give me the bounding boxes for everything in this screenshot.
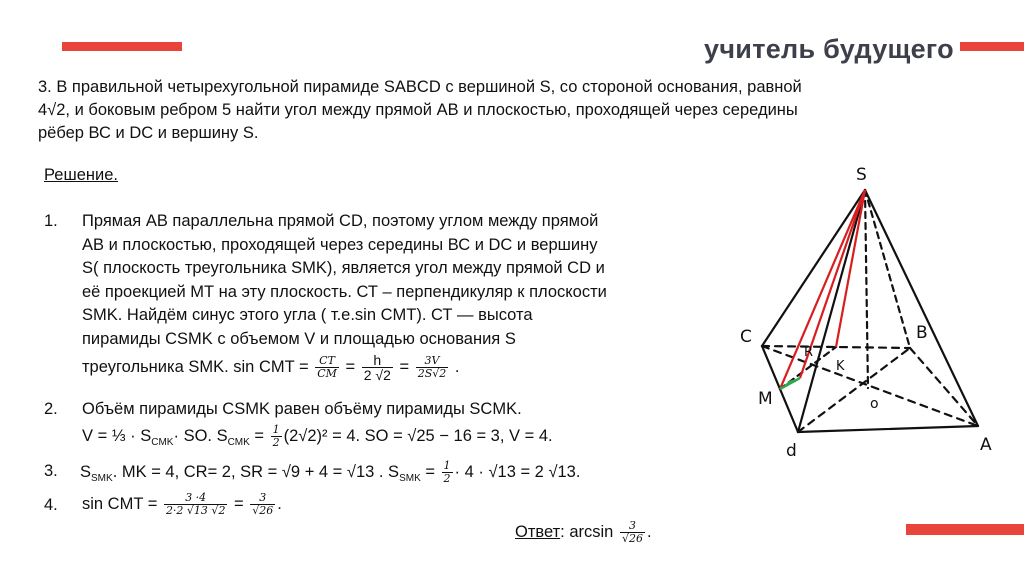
label-o: o [870, 396, 879, 412]
step-1-line-7 [82, 353, 607, 382]
answer-fraction [620, 520, 645, 545]
problem-line-2: 4√2, и боковым ребром 5 найти угол между прямой АВ и плоскостью, проходящей через середины [38, 101, 798, 119]
fraction-h [362, 353, 393, 382]
step-1-line-4: её проекцией МТ на эту плоскость. СТ – перпендикуляр к плоскости [82, 282, 607, 301]
edge-sd [798, 190, 865, 432]
accent-bar-bottom [906, 524, 1024, 535]
solution-title: Решение. [44, 166, 118, 184]
period: . [277, 494, 282, 513]
problem-statement [38, 76, 988, 145]
step-1-line-6: пирамиды CSMK с объемом V и площадью основания S [82, 329, 516, 348]
period: . [454, 357, 460, 376]
area-symbol: S [80, 462, 92, 481]
fraction-denominator: 2S√2 [417, 367, 447, 380]
label-r: R [804, 345, 814, 360]
fraction-numerator: 3 [620, 520, 645, 533]
answer [515, 520, 652, 545]
label-b: B [916, 323, 928, 343]
volume-formula: V = ⅓ · S [82, 426, 152, 445]
segment-sm [780, 190, 865, 389]
subscript: CMK [151, 436, 174, 448]
fraction-sin-calc [164, 492, 228, 517]
step-1-line-1: Прямая АВ параллельна прямой CD, поэтому углом между прямой [82, 212, 599, 230]
subscript: SMK [399, 473, 421, 485]
brand-logo-text: учитель будущего [704, 34, 954, 64]
equals-sign: = [234, 494, 244, 513]
label-c: C [740, 327, 752, 347]
fraction-denominator: 2 [272, 435, 280, 449]
equals-sign: = [345, 357, 356, 376]
volume-formula-cont: · SO. S [173, 426, 228, 445]
subscript: SMK [91, 473, 113, 485]
pyramid-figure [740, 160, 1010, 460]
fraction-one-half [271, 424, 282, 449]
step-2-line-1: Объём пирамиды CSMK равен объёму пирамиды SCMK. [82, 400, 522, 418]
fraction-numerator: h [362, 353, 393, 368]
step-3 [80, 460, 580, 491]
label-m: M [758, 389, 773, 409]
problem-line-3: рёбер ВС и DC и вершину S. [38, 124, 259, 142]
step-3-result: · 4 · √13 = 2 √13. [454, 462, 581, 481]
fraction-denominator: √26 [621, 532, 643, 545]
fraction-denominator: CM [317, 367, 337, 380]
step-3-calc: . MK = 4, CR= 2, SR = √9 + 4 = √13 . S [112, 462, 400, 481]
fraction-denominator: 2 √2 [363, 367, 391, 383]
fraction-ct-cm [315, 355, 339, 380]
fraction-numerator: 3 ·4 [164, 492, 228, 505]
step-2-number: 2. [44, 400, 58, 418]
step-2-line-2 [82, 424, 553, 455]
subscript: CMK [227, 436, 250, 448]
fraction-numerator: 1 [272, 422, 280, 436]
fraction-denominator: 2·2 √13 √2 [165, 504, 226, 517]
fraction-numerator: 3V [416, 355, 449, 368]
step-1-sin-label: треугольника SMK. sin CMT = [82, 357, 309, 376]
fraction-result [250, 492, 275, 517]
step-3-number: 3. [44, 462, 58, 480]
step-4 [82, 492, 282, 517]
edge-sa [865, 190, 978, 426]
label-a: A [980, 435, 992, 455]
step-1-line-5: SMK. Найдём синус этого угла ( т.е.sin CMT). СТ — высота [82, 306, 533, 324]
fraction-numerator: 3 [250, 492, 275, 505]
label-k: K [836, 359, 845, 374]
equals-sign: = [249, 426, 269, 445]
height-so [865, 190, 868, 388]
step-1-line-2: АВ и плоскостью, проходящей через середины ВС и DC и вершину [82, 235, 598, 254]
fraction-one-half [442, 460, 453, 485]
edge-da [798, 426, 978, 432]
equals-sign: = [420, 462, 440, 481]
accent-bar-right [960, 42, 1024, 51]
fraction-denominator: √26 [252, 504, 274, 517]
answer-text: : arcsin [560, 522, 614, 541]
fraction-numerator: CT [315, 355, 339, 368]
fraction-3v [416, 355, 449, 380]
period: . [646, 522, 652, 541]
step-1-line-3: S( плоскость треугольника SMK), является угол между прямой CD и [82, 259, 605, 277]
step-2 [82, 398, 553, 454]
step-1-number: 1. [44, 212, 58, 230]
label-d: d [786, 441, 797, 460]
diagonal-db [798, 348, 910, 432]
answer-label: Ответ [515, 522, 561, 541]
accent-bar-left [62, 42, 182, 51]
label-s: S [856, 165, 867, 185]
area-and-so-calc: (2√2)² = 4. SO = √25 − 16 = 3, V = 4. [283, 426, 553, 445]
fraction-denominator: 2 [443, 472, 451, 485]
sin-cmt-label: sin CMT = [82, 494, 158, 513]
equals-sign: = [399, 357, 410, 376]
problem-line-1: 3. В правильной четырехугольной пирамиде SABCD с вершиной S, со стороной основания, равной [38, 78, 802, 96]
step-1 [82, 210, 607, 382]
step-4-number: 4. [44, 496, 58, 514]
fraction-numerator: 1 [443, 459, 451, 472]
